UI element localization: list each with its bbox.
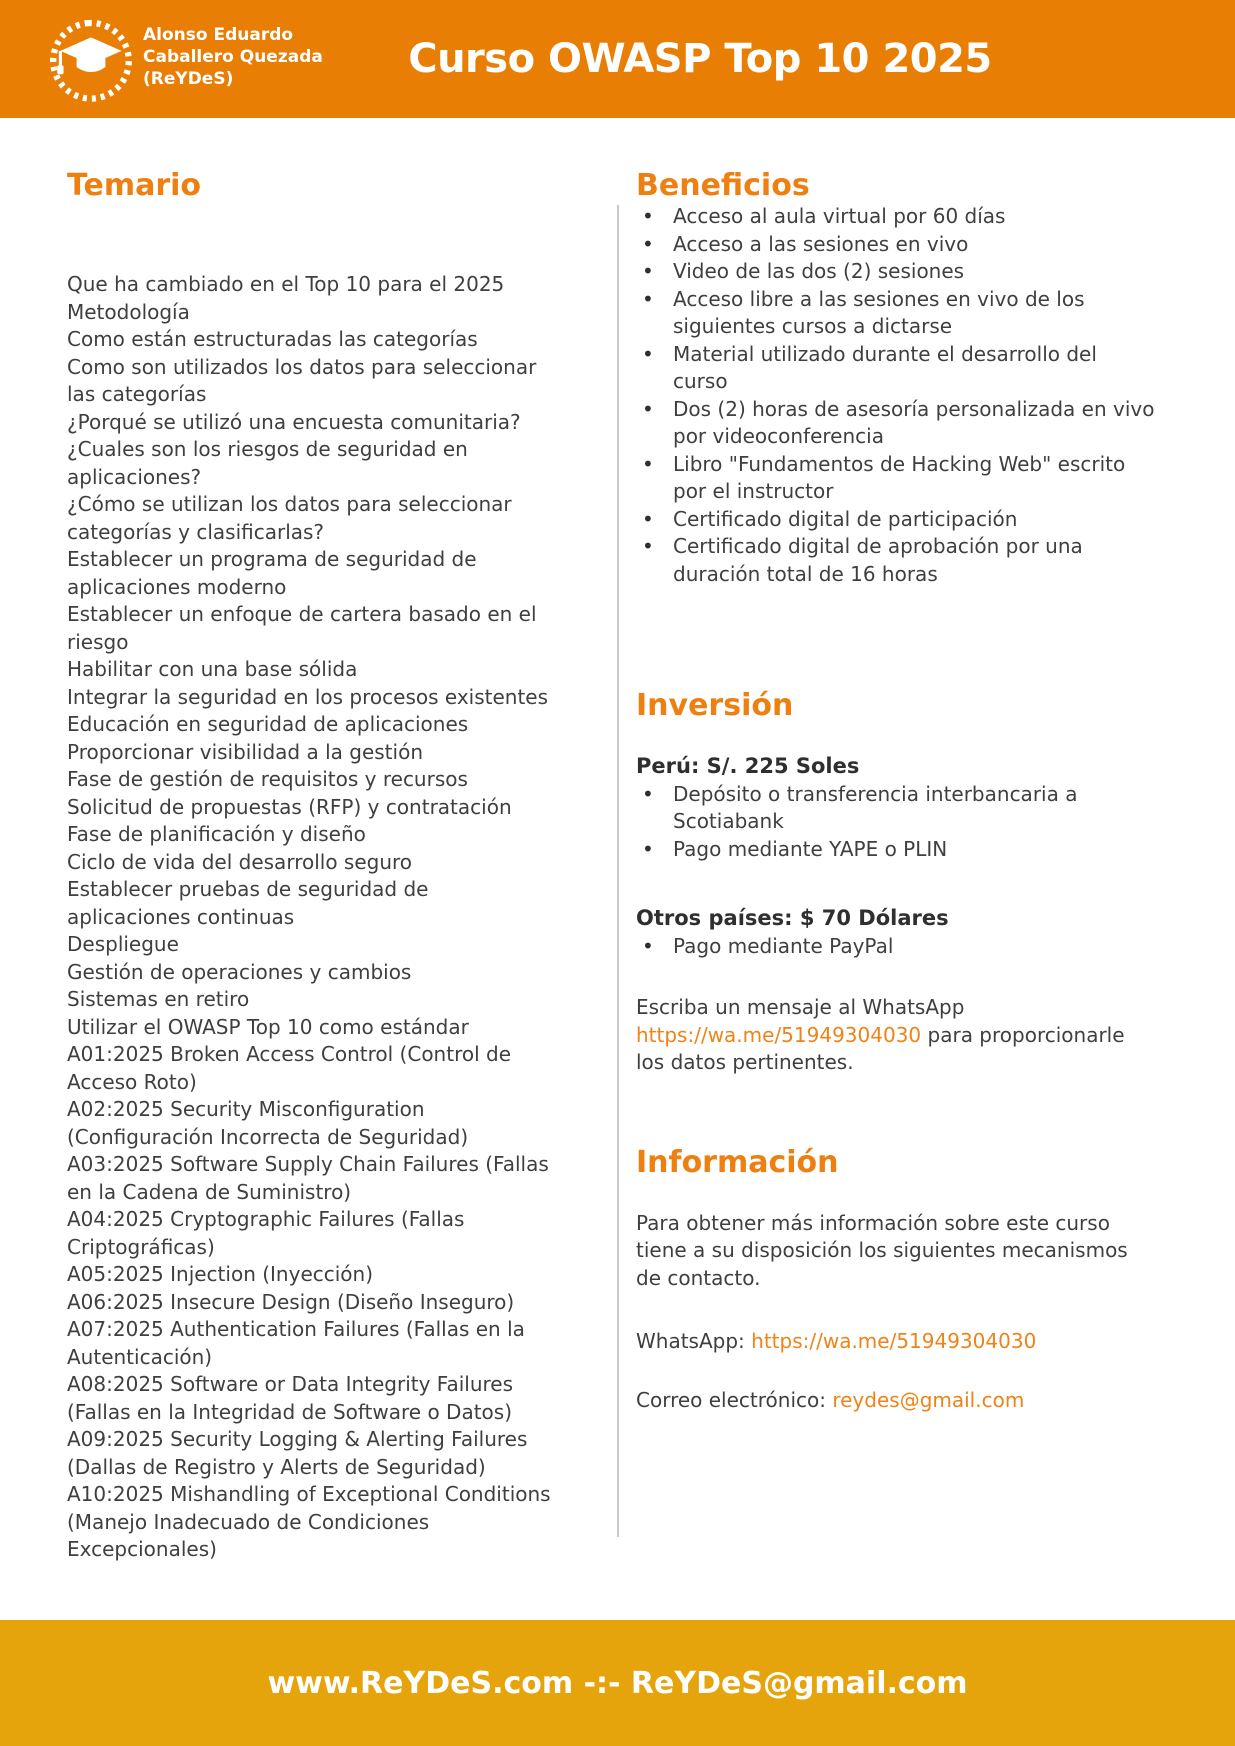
temario-item: ¿Cuales son los riesgos de seguridad en aplicaciones? [67, 437, 468, 489]
whatsapp-contact-link[interactable]: https://wa.me/51949304030 [751, 1329, 1037, 1353]
page-title: Curso OWASP Top 10 2025 [408, 36, 992, 82]
temario-section [67, 168, 557, 1564]
benefit-item: • Acceso a las sesiones en vivo [636, 231, 1156, 259]
temario-item: Integrar la seguridad en los procesos existentes [67, 684, 549, 709]
temario-item: ¿Porqué se utilizó una encuesta comunitaria? [67, 409, 521, 434]
payment-item: • Depósito o transferencia interbancaria a Scotiabank [636, 781, 1156, 836]
temario-item: Fase de planificación y diseño [67, 822, 366, 846]
graduation-cap-laurel-icon [46, 13, 136, 105]
temario-item: A10:2025 Mishandling of Exceptional Conditions (Manejo Inadecuado de Condiciones Excepcionales) [67, 1482, 551, 1561]
temario-item: Gestión de operaciones y cambios [67, 959, 412, 984]
temario-item: A03:2025 Software Supply Chain Failures (Fallas en la Cadena de Suministro) [67, 1152, 549, 1204]
email-contact-link[interactable]: reydes@gmail.com [832, 1387, 1025, 1412]
reydes-logo [46, 13, 136, 105]
whatsapp-note [636, 994, 1156, 1077]
author-line: Caballero Quezada [143, 47, 323, 67]
temario-item: Utilizar el OWASP Top 10 como estándar [67, 1014, 469, 1039]
benefit-item: • Acceso al aula virtual por 60 días [636, 203, 1156, 231]
temario-item: A02:2025 Security Misconfiguration (Configuración Incorrecta de Seguridad) [67, 1097, 469, 1149]
temario-item: Metodología [67, 299, 190, 324]
temario-item: A05:2025 Injection (Inyección) [67, 1262, 374, 1286]
temario-item: Solicitud de propuestas (RFP) y contratación [67, 794, 512, 819]
inversion-section [636, 688, 1156, 1077]
temario-item: Establecer pruebas de seguridad de aplicaciones continuas [67, 877, 429, 929]
author-line: Alonso Eduardo [143, 25, 294, 45]
temario-heading: Temario [67, 168, 202, 203]
temario-item: Educación en seguridad de aplicaciones [67, 712, 469, 736]
temario-item: A08:2025 Software or Data Integrity Failures (Fallas en la Integridad de Software o Datos) [67, 1372, 514, 1424]
payment-item: • Pago mediante PayPal [636, 933, 1156, 961]
payment-item: • Pago mediante YAPE o PLIN [636, 836, 1156, 864]
otros-payment-list [636, 933, 1156, 961]
otros-price-label: Otros países: $ 70 Dólares [636, 906, 949, 930]
benefit-item: • Video de las dos (2) sesiones [636, 258, 1156, 286]
temario-list [67, 271, 557, 1564]
temario-item: Habilitar con una base sólida [67, 657, 358, 681]
inversion-heading: Inversión [636, 688, 794, 723]
temario-item: Como son utilizados los datos para seleccionar las categorías [67, 354, 537, 406]
benefit-item: • Material utilizado durante el desarrollo del curso [636, 341, 1156, 396]
beneficios-list [636, 203, 1156, 588]
peru-price-label: Perú: S/. 225 Soles [636, 754, 860, 778]
temario-item: Como están estructuradas las categorías [67, 327, 478, 351]
column-divider [617, 205, 619, 1537]
temario-item: Que ha cambiado en el Top 10 para el 2025 [67, 272, 505, 296]
whatsapp-note-text: para proporcionarle los datos pertinentes. [636, 1022, 1125, 1074]
temario-item: A01:2025 Broken Access Control (Control de Acceso Roto) [67, 1042, 512, 1094]
author-line: (ReYDeS) [143, 69, 234, 89]
informacion-heading: Información [636, 1144, 839, 1180]
temario-item: A06:2025 Insecure Design (Diseño Inseguro) [67, 1289, 515, 1314]
footer-banner [0, 1620, 1235, 1746]
whatsapp-link[interactable]: https://wa.me/51949304030 [636, 1022, 922, 1047]
temario-item: A09:2025 Security Logging & Alerting Failures (Dallas de Registro y Alerts de Seguridad) [67, 1427, 528, 1479]
email-contact-label: Correo electrónico: [636, 1387, 833, 1412]
whatsapp-contact-label: WhatsApp: [636, 1329, 752, 1353]
temario-item: A04:2025 Cryptographic Failures (Fallas Criptográficas) [67, 1207, 465, 1259]
temario-item: Ciclo de vida del desarrollo seguro [67, 849, 413, 874]
author-name [143, 24, 323, 90]
benefit-item: • Dos (2) horas de asesoría personalizada en vivo por videoconferencia [636, 396, 1156, 451]
temario-item: Despliegue [67, 932, 179, 956]
temario-item: ¿Cómo se utilizan los datos para seleccionar categorías y clasificarlas? [67, 492, 512, 544]
temario-item: Establecer un programa de seguridad de aplicaciones moderno [67, 547, 477, 599]
temario-item: Sistemas en retiro [67, 987, 250, 1011]
benefit-item: • Acceso libre a las sesiones en vivo de los siguientes cursos a dictarse [636, 286, 1156, 341]
header-banner [0, 0, 1235, 118]
right-column [636, 168, 1156, 1414]
footer-contact-text: www.ReYDeS.com -:- ReYDeS@gmail.com [267, 1665, 968, 1701]
whatsapp-contact-line [636, 1328, 1156, 1356]
email-contact-line [636, 1387, 1156, 1415]
informacion-intro: Para obtener más información sobre este curso tiene a su disposición los siguientes mecanismos de contacto. [636, 1210, 1128, 1290]
temario-item: A07:2025 Authentication Failures (Fallas en la Autenticación) [67, 1317, 525, 1369]
whatsapp-note-text: Escriba un mensaje al WhatsApp [636, 995, 965, 1019]
temario-item: Establecer un enfoque de cartera basado en el riesgo [67, 602, 537, 654]
benefit-item: • Certificado digital de aprobación por una duración total de 16 horas [636, 533, 1156, 588]
temario-item: Proporcionar visibilidad a la gestión [67, 739, 423, 764]
peru-payment-list [636, 781, 1156, 864]
benefit-item: • Libro "Fundamentos de Hacking Web" escrito por el instructor [636, 451, 1156, 506]
temario-item: Fase de gestión de requisitos y recursos [67, 767, 468, 791]
informacion-section [636, 1145, 1156, 1415]
beneficios-heading: Beneficios [636, 168, 810, 203]
benefit-item: • Certificado digital de participación [636, 506, 1156, 534]
